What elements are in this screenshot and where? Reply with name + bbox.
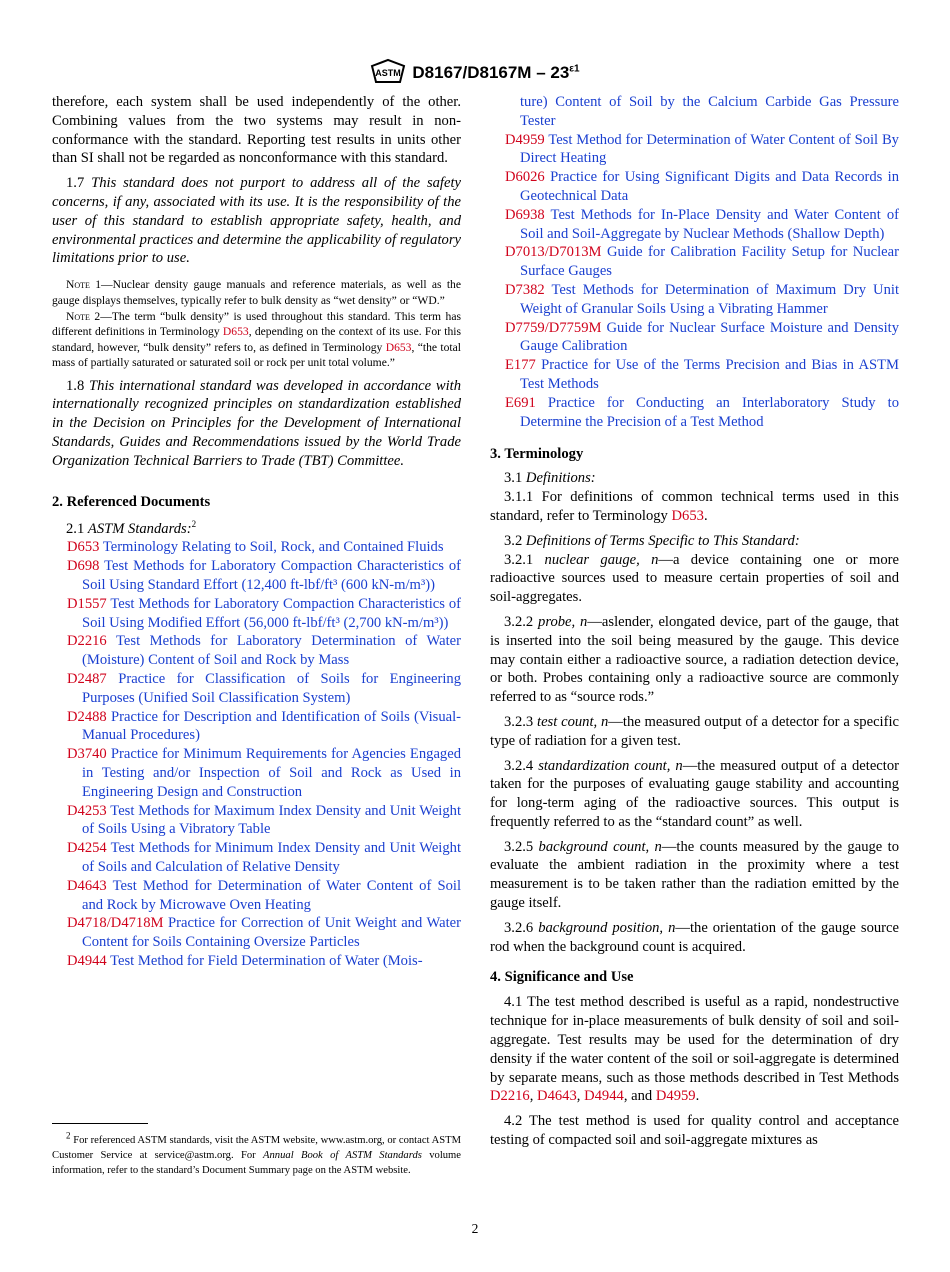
reference-title-link[interactable]: Practice for Correction of Unit Weight and Water Content for Soils Containing Oversize Particles: [82, 915, 461, 951]
reference-item: [67, 538, 461, 557]
reference-item: [505, 319, 899, 357]
paragraph-3-2-6: 3.2.6 background position, n—the orientation of the gauge source rod when the background count is acquired.: [490, 919, 899, 955]
reference-item: [505, 168, 899, 206]
reference-item: [505, 243, 899, 281]
reference-item: [505, 206, 899, 244]
paragraph-3-2-2: 3.2.2 probe, n—aslender, elongated device, part of the gauge, that is inserted into the soil being measured by the gauge. This device may contain either a radioactive source, a radiation detection device, or both. Probes containing only a radioactive source are commonly referred to as “source rods.”: [490, 613, 899, 706]
section-heading-3: 3. Terminology: [490, 446, 584, 463]
reference-title-link[interactable]: Guide for Calibration Facility Setup for Nuclear Surface Gauges: [520, 244, 899, 280]
reference-code-link[interactable]: D4718/D4718M: [67, 915, 164, 932]
reference-list: [490, 131, 899, 432]
section-heading-4: 4. Significance and Use: [490, 969, 634, 986]
reference-title-link[interactable]: Test Methods for Laboratory Compaction Characteristics of Soil Using Modified Effort (56,000 ft-lbf/ft³ (2,700 kN-m/m³)): [82, 595, 461, 631]
reference-title-link[interactable]: Practice for Classification of Soils for Engineering Purposes (Unified Soil Classification System): [82, 670, 461, 706]
reference-title-link[interactable]: Terminology Relating to Soil, Rock, and Contained Fluids: [102, 539, 444, 556]
reference-item: [67, 952, 461, 971]
reference-title-link[interactable]: Practice for Using Significant Digits and Data Records in Geotechnical Data: [520, 169, 900, 204]
reference-list: [52, 538, 461, 970]
paragraph-3-2: 3.2 Definitions of Terms Specific to This Standard:: [504, 532, 800, 549]
section-heading-2: 2. Referenced Documents: [52, 493, 211, 510]
footnote-divider: [52, 1123, 148, 1124]
right-column: [490, 93, 899, 1150]
reference-continuation[interactable]: ture) Content of Soil by the Calcium Carbide Gas Pressure Tester: [520, 94, 899, 129]
reference-title-link[interactable]: Test Methods for Minimum Index Density and Unit Weight of Soils and Calculation of Relative Density: [82, 840, 461, 875]
reference-title-link[interactable]: Guide for Nuclear Surface Moisture and Density Gauge Calibration: [520, 319, 899, 355]
reference-title-link[interactable]: Practice for Use of the Terms Precision and Bias in ASTM Test Methods: [520, 357, 899, 392]
reference-code-link[interactable]: D698: [67, 558, 100, 575]
paragraph-3-1: 3.1 Definitions:: [504, 470, 596, 487]
footnote: $^2$ For referenced ASTM standards, visit the ASTM website, www.astm.org, or contact ASTM Customer Service at service@astm.org. For Annual Book of ASTM Standards volume information, refer to the standard’s Document Summary page on the ASTM website.: [52, 1130, 462, 1176]
reference-code-link[interactable]: D7382: [505, 281, 545, 298]
reference-code-link[interactable]: D653: [67, 539, 100, 556]
reference-item: [67, 914, 461, 952]
reference-title-link[interactable]: Practice for Description and Identification of Soils (Visual-Manual Procedures): [82, 708, 462, 744]
reference-code-link[interactable]: D4643: [67, 877, 107, 894]
svg-text:ASTM: ASTM: [375, 68, 402, 78]
astm-logo-icon: [370, 58, 406, 89]
reference-code-link[interactable]: D2488: [67, 708, 107, 725]
paragraph-3-2-5: 3.2.5 background count, n—the counts measured by the gauge to evaluate the ambient radiation in the proximity where a test measurement is to be taken rather than the radiation emitted by the gauge itself.: [490, 838, 899, 912]
reference-code-link[interactable]: D7013/D7013M: [505, 244, 602, 261]
paragraph-3-2-3: 3.2.3 test count, n—the measured output of a detector for a specific type of radiation for a given test.: [490, 713, 899, 749]
reference-code-link[interactable]: D6938: [505, 206, 545, 223]
note-2: Note 2—The term “bulk density” is used throughout this standard. This term has different definitions in Terminology D653, depending on the context of its use. For this standard, however, “bulk density” refers to, as defined in Terminology D653, “the total mass of partially saturated or saturated soil or rock per unit total volume.”: [52, 309, 462, 370]
ref-link[interactable]: D4944: [584, 1088, 624, 1105]
paragraph-3-2-1: 3.2.1 nuclear gauge, n—a device containing one or more radioactive sources used to measure certain properties of soil and soil-aggregates.: [490, 551, 899, 606]
reference-code-link[interactable]: D4944: [67, 952, 107, 969]
epsilon-mark: ε1: [569, 63, 580, 75]
ref-link[interactable]: D653: [671, 507, 704, 524]
reference-code-link[interactable]: D7759/D7759M: [505, 319, 602, 336]
reference-item: [67, 632, 461, 670]
reference-title-link[interactable]: Test Methods for Laboratory Compaction Characteristics of Soil Using Standard Effort (12,400 ft-lbf/ft³ (600 kN-m/m³)): [82, 558, 461, 593]
paragraph-1-8: 1.8 This international standard was developed in accordance with internationally recognized principles on standardization established in the Decision on Principles for the Development of International Standards, Guides and Recommendations issued by the World Trade Organization Technical Barriers to Trade (TBT) Committee.: [52, 377, 462, 469]
reference-code-link[interactable]: E691: [505, 394, 536, 411]
paragraph-1-7: 1.7 This standard does not purport to address all of the safety concerns, if any, associated with its use. It is the responsibility of the user of this standard to establish appropriate safety, health, and environmental practices and determine the applicability of regulatory limitations prior to use.: [52, 175, 461, 267]
reference-title-link[interactable]: Practice for Conducting an Interlaboratory Study to Determine the Precision of a Test Method: [520, 394, 899, 430]
paragraph-4-2: 4.2 The test method is used for quality control and acceptance testing of compacted soil and soil-aggregate mixtures as: [490, 1113, 899, 1149]
reference-code-link[interactable]: D2216: [67, 633, 107, 650]
ref-link[interactable]: D653: [222, 325, 249, 339]
reference-code-link[interactable]: E177: [505, 357, 536, 374]
ref-link[interactable]: D4643: [537, 1088, 577, 1105]
reference-item: [67, 670, 461, 708]
ref-link[interactable]: D653: [385, 340, 412, 354]
reference-item: [505, 356, 899, 394]
reference-title-link[interactable]: Practice for Minimum Requirements for Agencies Engaged in Testing and/or Inspection of Soil and Rock as Used in Engineering Design and Construction: [82, 746, 461, 800]
reference-title-link[interactable]: Test Methods for Maximum Index Density and Unit Weight of Soils Using a Vibratory Table: [82, 802, 462, 838]
reference-title-link[interactable]: Test Methods for Determination of Maximum Dry Unit Weight of Granular Soils Using a Vibrating Hammer: [520, 281, 899, 317]
reference-item: [505, 281, 899, 319]
paragraph-3-2-4: 3.2.4 standardization count, n—the measured output of a detector taken for the purposes of evaluating gauge stability and accounting for long-term aging of the radioactive sources. This output is frequently referred to as the “standard count” as well.: [490, 757, 899, 830]
reference-code-link[interactable]: D6026: [505, 169, 545, 186]
page-header: [0, 58, 950, 89]
left-column: [52, 93, 461, 971]
paragraph-continuation: therefore, each system shall be used independently of the other. Combining values from the two systems may result in non-conformance with the standard. Reporting test results in units other than SI shall not be regarded as nonconformance with this standard.: [52, 94, 461, 167]
reference-title-link[interactable]: Test Method for Determination of Water Content of Soil By Direct Heating: [520, 131, 899, 167]
reference-item: [505, 394, 899, 432]
paragraph-4-1: 4.1 The test method described is useful as a rapid, nondestructive technique for in-place measurements of bulk density of soil and soil-aggregate. Test results may be used for the determination of dry density if the water content of the soil or soil-aggregate is determined by separate means, such as those methods described in Test Methods D2216, D4643, D4944, and D4959.: [490, 994, 899, 1105]
designation: D8167/D8167M – 23: [412, 62, 570, 82]
reference-item: [67, 802, 461, 840]
reference-code-link[interactable]: D2487: [67, 670, 107, 687]
reference-code-link[interactable]: D1557: [67, 595, 107, 612]
reference-title-link[interactable]: Test Method for Determination of Water Content of Soil and Rock by Microwave Oven Heating: [82, 877, 461, 913]
ref-link[interactable]: D2216: [490, 1088, 530, 1105]
reference-code-link[interactable]: D4959: [505, 131, 545, 148]
reference-code-link[interactable]: D4254: [67, 840, 107, 857]
paragraph-2-1: 2.1 ASTM Standards:$^2$: [66, 518, 197, 537]
reference-item: [67, 708, 461, 746]
reference-title-link[interactable]: Test Methods for Laboratory Determination of Water (Moisture) Content of Soil and Rock by Mass: [82, 633, 461, 669]
ref-link[interactable]: D4959: [655, 1088, 696, 1105]
reference-item: [67, 877, 461, 915]
reference-code-link[interactable]: D3740: [67, 746, 107, 763]
reference-item: [505, 131, 899, 169]
reference-item: [67, 595, 461, 633]
paragraph-3-1-1: 3.1.1 For definitions of common technical terms used in this standard, refer to Terminology D653.: [490, 489, 899, 524]
page-number: 2: [471, 1221, 479, 1236]
reference-item: [67, 839, 461, 877]
reference-title-link[interactable]: Test Methods for In-Place Density and Water Content of Soil and Soil-Aggregate by Nuclear Methods (Shallow Depth): [520, 206, 899, 242]
reference-item: [67, 557, 461, 595]
reference-code-link[interactable]: D4253: [67, 802, 107, 819]
reference-title-link[interactable]: Test Method for Field Determination of Water (Mois-: [110, 952, 423, 969]
note-1: Note 1—Nuclear density gauge manuals and reference materials, as well as the gauge displays themselves, typically refer to bulk density as “wet density” or “WD.”: [52, 278, 461, 307]
reference-item: [67, 745, 461, 801]
